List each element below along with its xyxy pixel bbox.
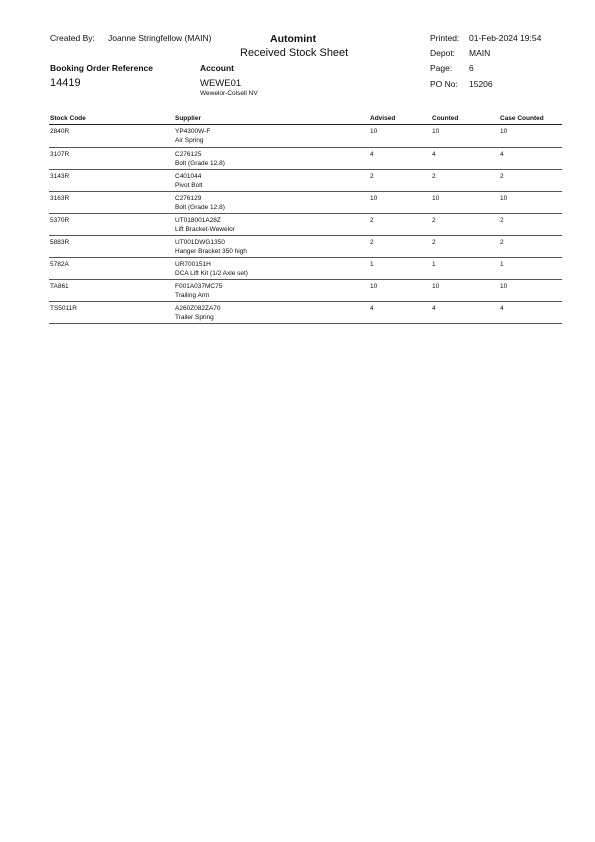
supplier-code: YP4300W-F (175, 128, 211, 135)
row-divider (49, 147, 562, 148)
counted-qty: 2 (432, 217, 436, 224)
counted-qty: 1 (432, 261, 436, 268)
item-description: Hanger Bracket 350 high (175, 248, 247, 255)
printed-value: 01-Feb-2024 19:54 (469, 33, 542, 43)
advised-qty: 2 (370, 173, 374, 180)
case-counted-qty: 10 (500, 128, 508, 135)
row-divider (49, 279, 562, 280)
stock-code: 2840R (50, 128, 70, 135)
stock-code: TS5011R (50, 305, 77, 312)
case-counted-qty: 4 (500, 151, 504, 158)
advised-qty: 2 (370, 217, 374, 224)
booking-ref-label: Booking Order Reference (50, 63, 153, 73)
row-divider (49, 323, 562, 324)
created-by-value: Joanne Stringfellow (MAIN) (108, 33, 212, 43)
col-header-advised: Advised (370, 115, 396, 122)
account-name: Wewelor-Colsell NV (200, 90, 258, 97)
row-divider (49, 235, 562, 236)
supplier-code: UR700151H (175, 261, 211, 268)
case-counted-qty: 10 (500, 195, 508, 202)
counted-qty: 2 (432, 239, 436, 246)
booking-ref-value: 14419 (50, 77, 81, 89)
supplier-code: C276125 (175, 151, 202, 158)
col-header-counted: Counted (432, 115, 459, 122)
counted-qty: 10 (432, 128, 440, 135)
advised-qty: 10 (370, 195, 378, 202)
row-divider (49, 169, 562, 170)
supplier-code: UT018001A28Z (175, 217, 221, 224)
col-header-case-counted: Case Counted (500, 115, 544, 122)
supplier-code: F001A037MC75 (175, 283, 223, 290)
page-value: 6 (469, 63, 474, 73)
case-counted-qty: 2 (500, 239, 504, 246)
supplier-code: C276129 (175, 195, 202, 202)
advised-qty: 10 (370, 128, 378, 135)
stock-code: 3163R (50, 195, 70, 202)
row-divider (49, 301, 562, 302)
po-label: PO No: (430, 79, 458, 89)
case-counted-qty: 2 (500, 217, 504, 224)
counted-qty: 4 (432, 151, 436, 158)
case-counted-qty: 2 (500, 173, 504, 180)
advised-qty: 4 (370, 305, 374, 312)
stock-code: 5782A (50, 261, 69, 268)
item-description: DCA Lift Kit (1/2 Axle set) (175, 270, 248, 277)
counted-qty: 10 (432, 283, 440, 290)
counted-qty: 2 (432, 173, 436, 180)
row-divider (49, 257, 562, 258)
account-code: WEWE01 (200, 78, 242, 89)
po-value: 15206 (469, 79, 493, 89)
item-description: Air Spring (175, 137, 204, 144)
printed-label: Printed: (430, 33, 460, 43)
document-subtitle: Received Stock Sheet (240, 47, 349, 59)
counted-qty: 10 (432, 195, 440, 202)
advised-qty: 2 (370, 239, 374, 246)
stock-code: TA861 (50, 283, 69, 290)
col-header-stock-code: Stock Code (50, 115, 86, 122)
supplier-code: A260Z082ZA70 (175, 305, 221, 312)
row-divider (49, 191, 562, 192)
stock-code: 5883R (50, 239, 70, 246)
table-header-rule (49, 124, 562, 125)
advised-qty: 1 (370, 261, 374, 268)
case-counted-qty: 4 (500, 305, 504, 312)
case-counted-qty: 10 (500, 283, 508, 290)
account-label: Account (200, 63, 234, 73)
item-description: Bolt (Grade 12.8) (175, 204, 225, 211)
stock-code: 3143R (50, 173, 70, 180)
advised-qty: 10 (370, 283, 378, 290)
item-description: Pivot Bolt (175, 182, 203, 189)
created-by-label: Created By: (50, 33, 95, 43)
page-label: Page: (430, 63, 453, 73)
row-divider (49, 213, 562, 214)
company-name: Automint (270, 33, 317, 45)
supplier-code: C401044 (175, 173, 202, 180)
case-counted-qty: 1 (500, 261, 504, 268)
item-description: Trailer Spring (175, 314, 214, 321)
counted-qty: 4 (432, 305, 436, 312)
col-header-supplier: Supplier (175, 115, 202, 122)
item-description: Bolt (Grade 12.8) (175, 160, 225, 167)
item-description: Lift Bracket-Wewelor (175, 226, 235, 233)
stock-code: 3107R (50, 151, 70, 158)
supplier-code: UT001DWG1350 (175, 239, 225, 246)
stock-code: 5370R (50, 217, 70, 224)
advised-qty: 4 (370, 151, 374, 158)
item-description: Trailing Arm (175, 292, 210, 299)
depot-label: Depot: (430, 48, 456, 58)
depot-value: MAIN (469, 48, 491, 58)
